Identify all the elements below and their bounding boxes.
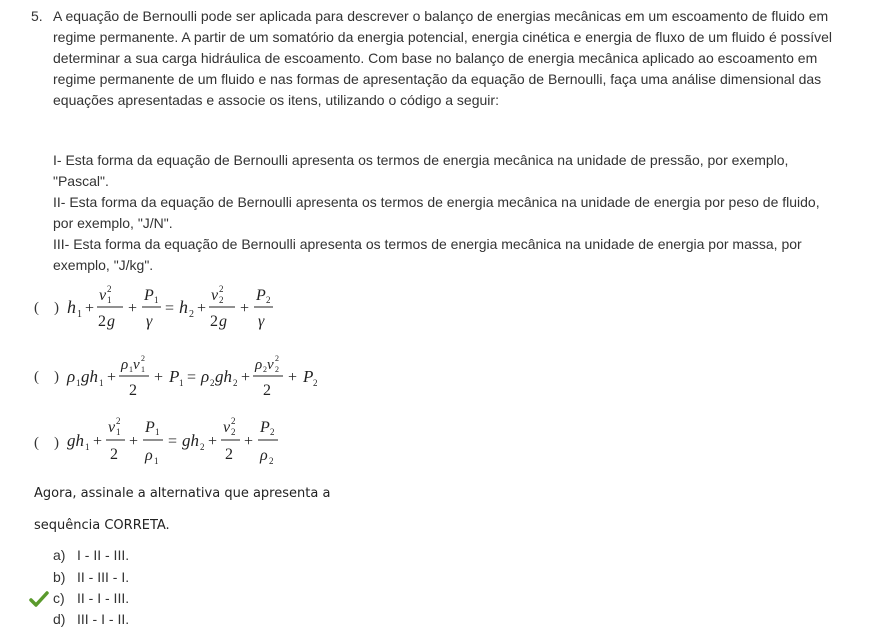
svg-text:v: v [133,357,140,373]
svg-text:v: v [108,419,116,436]
svg-text:2: 2 [110,446,118,463]
svg-text:=: = [168,433,178,450]
closing-line-2: sequência CORRETA. [34,518,170,533]
svg-text:2: 2 [210,378,215,388]
svg-text:1: 1 [77,309,82,320]
svg-text:2: 2 [141,354,145,363]
svg-text:+: + [208,433,218,450]
svg-text:ρ: ρ [67,367,76,386]
svg-text:v: v [267,357,274,373]
svg-text:=: = [165,300,175,317]
option-letter: b) [53,569,66,585]
svg-text:2: 2 [225,446,233,463]
item-ii: II- Esta forma da equação de Bernoulli apresenta os termos de energia mecânica na unidade de energia por peso de fluido, por exemplo, "J/N". [53,194,820,231]
bernoulli-mass-form [65,415,325,471]
svg-text:1: 1 [141,365,145,374]
svg-text:h: h [67,297,76,317]
svg-text:ρ: ρ [255,357,263,373]
option-letter: c) [53,590,65,606]
bernoulli-pressure-form [65,352,365,402]
svg-text:+: + [129,433,139,450]
svg-text:v: v [223,419,231,436]
svg-text:P: P [144,287,154,304]
svg-text:2: 2 [269,456,274,466]
svg-text:1: 1 [155,427,160,437]
svg-text:2: 2 [263,382,271,399]
svg-text:1: 1 [154,456,159,466]
question-statement: A equação de Bernoulli pode ser aplicada para descrever o balanço de energias mecânicas em um escoamento de fluido em regime permanente. A partir de um somatório da energia potencial, energia cinética e energia de fluxo de um fluido é possível determinar a sua carga hidráulica de escoamento. Com base no balanço de energia mecânica aplicado ao escoamento em regime permanente de um fluido e nas formas de apresentação da equação de Bernoulli, faça uma análise dimensional das equações apresentadas e associe os itens, utilizando o código a seguir: [53,8,833,108]
svg-text:2: 2 [129,382,137,399]
checkmark-icon [29,590,49,608]
svg-text:gh: gh [182,431,199,450]
svg-text:P: P [169,367,180,386]
svg-text:h: h [179,297,188,317]
answer-blank-2[interactable]: ( ) [34,368,59,385]
svg-text:2: 2 [233,378,238,388]
svg-text:+: + [244,433,254,450]
svg-text:2: 2 [189,309,194,320]
answer-blank-1[interactable]: ( ) [34,299,59,316]
option-text: I - II - III. [77,547,130,563]
svg-text:+: + [93,433,103,450]
svg-text:2: 2 [116,416,121,426]
svg-text:1: 1 [129,365,133,374]
svg-text:2: 2 [98,313,106,330]
svg-text:g: g [107,313,115,330]
svg-text:+: + [128,300,138,317]
svg-text:2: 2 [219,295,224,305]
svg-text:gh: gh [67,431,84,450]
closing-line-1: Agora, assinale a alternativa que apresenta a [34,486,331,501]
option-text: II - I - III. [77,590,130,606]
option-letter: d) [53,611,66,627]
svg-text:1: 1 [179,378,184,388]
svg-text:2: 2 [231,416,236,426]
svg-text:P: P [303,367,314,386]
svg-text:1: 1 [99,378,104,388]
formula-row-3 [34,415,325,471]
option-letter: a) [53,547,66,563]
svg-text:2: 2 [200,442,205,452]
svg-text:2: 2 [210,313,218,330]
formula-row-2 [34,352,365,402]
svg-text:v: v [211,287,219,304]
option-text: III - I - II. [77,611,130,627]
svg-text:P: P [145,419,155,436]
svg-text:gh: gh [81,367,98,386]
svg-text:2: 2 [231,427,236,437]
svg-text:2: 2 [313,378,318,388]
option-d[interactable] [53,609,129,629]
svg-text:P: P [260,419,270,436]
svg-text:2: 2 [270,427,275,437]
svg-text:+: + [107,369,117,386]
svg-text:+: + [241,369,251,386]
svg-text:2: 2 [219,284,224,294]
item-i: I- Esta forma da equação de Bernoulli apresenta os termos de energia mecânica na unidade de pressão, por exemplo, "Pascal". [53,152,789,189]
svg-text:2: 2 [263,365,267,374]
svg-text:v: v [99,287,107,304]
svg-text:+: + [154,369,164,386]
svg-text:+: + [288,369,298,386]
question-number: 5. [31,8,43,24]
svg-text:P: P [256,287,266,304]
item-list [53,150,843,276]
svg-text:1: 1 [76,378,81,388]
svg-text:+: + [85,300,95,317]
svg-text:=: = [187,369,197,386]
svg-text:γ: γ [146,313,153,330]
svg-text:2: 2 [275,354,279,363]
svg-text:1: 1 [154,295,159,305]
option-a[interactable] [53,545,129,565]
svg-text:+: + [197,300,207,317]
svg-text:1: 1 [85,442,90,452]
option-text: II - III - I. [77,569,130,585]
svg-text:ρ: ρ [260,447,268,464]
svg-text:ρ: ρ [121,357,129,373]
svg-text:+: + [240,300,250,317]
svg-text:gh: gh [215,367,232,386]
svg-text:2: 2 [266,295,271,305]
svg-text:1: 1 [116,427,121,437]
svg-text:2: 2 [275,365,279,374]
option-c[interactable] [53,588,129,608]
option-b[interactable] [53,567,129,587]
item-iii: III- Esta forma da equação de Bernoulli apresenta os termos de energia mecânica na unidade de energia por massa, por exemplo, "J/kg". [53,236,802,273]
svg-text:g: g [219,313,227,330]
svg-text:ρ: ρ [145,447,153,464]
svg-text:2: 2 [107,284,112,294]
svg-text:ρ: ρ [201,367,210,386]
svg-text:1: 1 [107,295,112,305]
bernoulli-head-form [65,283,305,333]
formula-row-1 [34,283,305,333]
answer-blank-3[interactable]: ( ) [34,434,59,451]
svg-text:γ: γ [258,313,265,330]
